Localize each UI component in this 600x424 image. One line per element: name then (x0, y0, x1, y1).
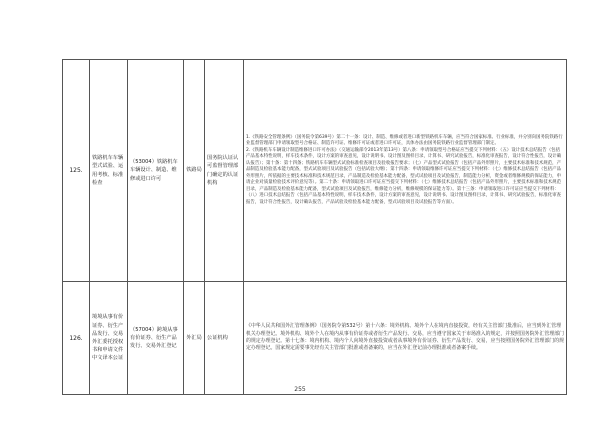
department: 铁路局 (184, 60, 205, 282)
table-row (63, 282, 567, 395)
service-organization: 公证机构 (205, 282, 244, 395)
basis-paragraph: 2.《铁路机车车辆设计制造维修进口许可办法》（交通运输部令2013年第13号）第八条：申请领取型号合格证应当提交下列材料：（五）设计技术总结报告（包括产品基本特性说明，样车技术条件，设计方案的审查意见，设计说明书、设计图及图样目录，计算书、研究试验报告，标准化审查报告，设计符合性报告，设计确认报告）；第十条：第十四条；铁路机车车辆型式试验标准检查项目及验收报告要求；（七）产品型式试验报告（包括产品外形照片，主要技术标准和技术规范，产品制造及检验基本能力配备，型式试验项目及试验报告（包括试验大纲）；第十四条：申请领取维修许可证应当提交下列材料：（七）维修技术总结报告（包括产品外形照片，所依据的主要技术标准和技术规范目录，产品制造及检验基本能力配备，型式试验项目及试验报告，制造能力分析，资金或者维修规模的保证能力，申请企业对质量检验技术评价意见等）。第二十条：申请领取进口许可证应当提交下列材料：（七）维修技术总结报告（包括产品外形照片，主要技术标准和技术规范目录，产品制造及检验基本能力配备，型式试验项目及试验报告，维修能力分析，维修规模的保证能力等）。第十三条：申请领取进口许可证应当提交下列材料：（八）进口技术总结报告（包括产品基本特性说明，样车技术条件，设计方案的审查意见，设计说明书、设计图及图样目录，计算书、研究试验报告，标准化审查报告，设计符合性报告，设计确认报告，产品试验及检验基本能力配备，型式试验项目及试验报告等方面）。 (246, 147, 562, 205)
basis-paragraph: 《中华人民共和国外汇管理条例》（国务院令第532号）第十六条：境外机构、境外个人在境内直接投资，经有关主管部门批准后，应当到外汇管理机关办理登记。境外机构、境外个人在境内从事有价证券或者衍生产品发行、交易，应当遵守国家关于市场准入的规定，并按照国务院外汇管理部门的规定办理登记。第十七条：境内机构、境内个人向境外直接投资或者从事境外有价证券、衍生产品发行、交易，应当按照国务院外汇管理部门的规定办理登记。国家规定需要事先经有关主管部门批准或者备案的，应当在外汇登记前办理批准或者备案手续。 (246, 323, 564, 352)
basis-paragraph: 1.《铁路安全管理条例》（国务院令第639号）第二十一条：设计、制造、维修或者进口新型铁路机车车辆，应当符合国家标准、行业标准，并分别向国务院铁路行业监督管理部门申请领取型号合格证、制造许可证、维修许可证或者进口许可证，具体办法由国务院铁路行业监督管理部门制定。 (246, 135, 563, 147)
legal-basis (244, 60, 567, 282)
table-row (63, 60, 567, 282)
legal-basis (244, 282, 567, 395)
service-organization: 国务院认证认可监督管理部门确定的认证机构 (205, 60, 244, 282)
approval-item: （53004）铁路机车车辆设计、制造、维修或进口许可 (128, 60, 184, 282)
document-table (62, 59, 567, 395)
page-number: 255 (294, 386, 306, 393)
service-name: 境境从事有价证券、衍生产品发行、交易外汇委托授权书和申请文件中文译本公证 (90, 282, 128, 395)
service-name: 铁路机车车辆型式试验、运用考核、标准检查 (90, 60, 128, 282)
approval-item: （57004）跨境从事有价证券、衍生产品发行、交易外汇登记 (128, 282, 184, 395)
row-number: 126. (63, 282, 90, 395)
department: 外汇局 (184, 282, 205, 395)
row-number: 125. (63, 60, 90, 282)
